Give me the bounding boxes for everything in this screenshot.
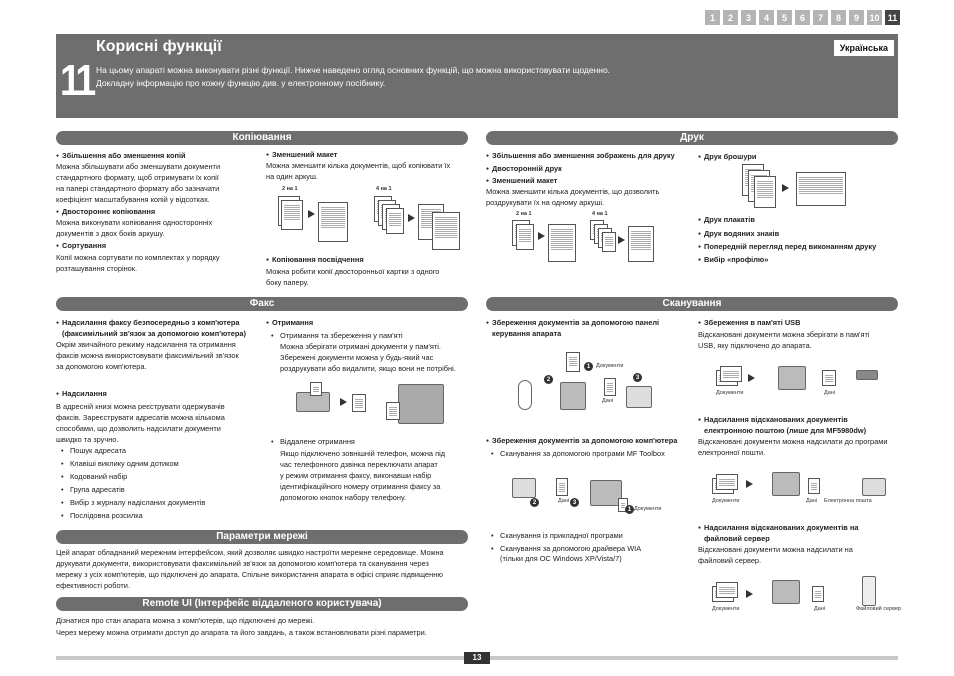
fax-pc-text: Окрім звичайного режиму надсилання та отримання факсів можна використовувати факсимільний зв'язок за допомогою комп'ютера. <box>56 340 239 371</box>
print-poster-heading: ● Друк плакатів <box>698 214 755 226</box>
copy-sort-text: Копії можна сортувати по комплектах у порядку розташування сторінок. <box>56 253 220 273</box>
language-label: Українська <box>834 40 894 56</box>
chapter-tab[interactable]: 9 <box>849 10 864 25</box>
page-number: 13 <box>464 652 490 664</box>
print-preview-heading: ● Попередній перегляд перед виконанням друку <box>698 241 876 253</box>
chapter-tab[interactable]: 3 <box>741 10 756 25</box>
remote-text-1: Дізнатися про стан апарата можна з комп'ютерів, що підключені до мережі. <box>56 616 315 625</box>
section-bar-fax: Факс <box>56 297 468 311</box>
scan-wia-sub: (тільки для ОС Windows XP/Vista/7) <box>500 554 622 563</box>
scan-email-text: Відскановані документи можна надсилати до програми електронної пошти. <box>698 437 888 457</box>
chapter-tabs <box>705 10 900 25</box>
scan-email-heading: ● Надсилання відсканованих документів <box>698 414 848 426</box>
fax-recv-item2-text: Якщо підключено зовнішній телефон, можна під час телефонного дзвінка переключати апарат у режим отримання факсу, виконавши набір ідентифікаційного номеру отримання факсу за допомогою кнопок набору телефону. <box>280 449 446 502</box>
scan-panel-heading: ● Збереження документів за допомогою панелі <box>486 317 659 329</box>
copy-nup-text: Можна зменшити кілька документів, щоб копіювати їх на один аркуш. <box>266 161 451 181</box>
print-profile-heading: ● Вибір «профілю» <box>698 254 768 266</box>
scan-app-item: • Сканування із прикладної програми <box>490 530 623 541</box>
copy-enlarge-text: Можна збільшувати або зменшувати документи стандартного формату, щоб отримувати їх копії на папері стандартного формату або зазначати коефіцієнт масштабування копій у відсотках. <box>56 162 221 204</box>
print-nup-2in1-label: 2 на 1 <box>516 211 532 217</box>
fax-recv-heading: ● Отримання <box>266 317 313 329</box>
copy-id-text: Можна робити копії двосторонньої картки з одного боку паперу. <box>266 267 440 287</box>
print-nup-heading: ● Зменшений макет <box>486 175 557 187</box>
copy-nup-heading: ● Зменшений макет <box>266 149 337 161</box>
scan-server-text: Відскановані документи можна надсилати на файловий сервер. <box>698 545 853 565</box>
print-nup-text: Можна зменшити кілька документів, що дозволить роздрукувати їх на одному аркуші. <box>486 187 660 207</box>
remote-text-2: Через мережу можна отримати доступ до апарата та його завдань, а також встановлювати різні параметри. <box>56 628 427 637</box>
fax-pc-heading: ● Надсилання факсу безпосередньо з комп'ютера <box>56 317 240 329</box>
section-bar-print: Друк <box>486 131 898 145</box>
copy-duplex-heading: ● Двостороннє копіювання <box>56 206 155 218</box>
chapter-tab-active[interactable]: 11 <box>885 10 900 25</box>
scan-pc-heading: ● Збереження документів за допомогою комп'ютера <box>486 435 677 447</box>
chapter-tab[interactable]: 7 <box>813 10 828 25</box>
fax-send-item: • Група адресатів <box>60 484 125 495</box>
chapter-tab[interactable]: 6 <box>795 10 810 25</box>
fax-send-text: В адресній книзі можна реєструвати одержувачів факсів. Зареєструвати адресатів можна кількома способами, що дозволить надсилати документи швидко та зручно. <box>56 402 225 444</box>
chapter-tab[interactable]: 1 <box>705 10 720 25</box>
fax-recv-item-text: Можна зберігати отримані документи у пам'яті. Збережені документи можна у будь-який час роздрукувати або видалити, якщо вони не потрібні. <box>280 342 456 373</box>
intro-text: На цьому апараті можна виконувати різні функції. Нижче наведено огляд основних функцій, що можна використовувати щоденно. Докладну інформацію про кожну функцію див. у електронному посібнику. <box>96 65 611 88</box>
copy-sort-heading: ● Сортування <box>56 240 106 252</box>
chapter-tab[interactable]: 2 <box>723 10 738 25</box>
fax-recv-item: • Віддалене отримання <box>270 436 355 447</box>
scan-usb-heading: ● Збереження в пам'яті USB <box>698 317 800 329</box>
section-bar-copy: Копіювання <box>56 131 468 145</box>
chapter-tab[interactable]: 5 <box>777 10 792 25</box>
nup-2in1-label: 2 на 1 <box>282 186 298 192</box>
nup-4in1-label: 4 на 1 <box>376 186 392 192</box>
fax-send-item: • Пошук адресата <box>60 445 126 456</box>
fax-send-item: • Клавіші виклику одним дотиком <box>60 458 179 469</box>
print-booklet-heading: ● Друк брошури <box>698 151 756 163</box>
copy-enlarge-heading: ● Збільшення або зменшення копій <box>56 150 186 162</box>
scan-email-heading-2: електронною поштою (лише для MF5980dw) <box>704 426 867 435</box>
chapter-tab[interactable]: 4 <box>759 10 774 25</box>
scan-wia-item: • Сканування за допомогою драйвера WIA <box>490 543 641 554</box>
chapter-tab[interactable]: 10 <box>867 10 882 25</box>
scan-panel-heading-2: керування апарата <box>492 329 562 338</box>
fax-pc-heading-2: (факсимільний зв'язок за допомогою комп'ютера) <box>62 329 246 338</box>
print-watermark-heading: ● Друк водяних знаків <box>698 228 779 240</box>
fax-send-item: • Кодований набір <box>60 471 127 482</box>
scan-usb-text: Відскановані документи можна зберігати в пам'яті USB, яку підключено до апарата. <box>698 330 870 350</box>
fax-recv-item: • Отримання та збереження у пам'яті <box>270 330 403 341</box>
copy-id-heading: ● Копіювання посвідчення <box>266 254 364 266</box>
fax-send-item: • Послідовна розсилка <box>60 510 143 521</box>
section-bar-scan: Сканування <box>486 297 898 311</box>
section-bar-remote-ui: Remote UI (Інтерфейс віддаленого користувача) <box>56 597 468 611</box>
section-bar-network: Параметри мережі <box>56 530 468 544</box>
chapter-header <box>56 34 898 118</box>
scan-server-heading: ● Надсилання відсканованих документів на <box>698 522 858 534</box>
print-enlarge-heading: ● Збільшення або зменшення зображень для друку <box>486 150 675 162</box>
chapter-number: 11 <box>60 56 93 105</box>
fax-send-heading: ● Надсилання <box>56 388 107 400</box>
chapter-tab[interactable]: 8 <box>831 10 846 25</box>
copy-duplex-text: Можна виконувати копіювання односторонніх документів з двох боків аркушу. <box>56 218 213 238</box>
fax-send-item: • Вибір з журналу надісланих документів <box>60 497 205 508</box>
scan-server-heading-2: файловий сервер <box>704 534 770 543</box>
page-title: Корисні функції <box>96 38 222 55</box>
network-text: Цей апарат обладнаний мережним інтерфейсом, який дозволяє швидко настроїти мережне середовище. Можна друкувати документи, використовувати факсимільний зв'язок за допомогою комп'ютера та сканування через мережу з усіх комп'ютерів, що підключені до апарата. Спільне використання апарата в офісі сприяє підвищенню ефективності роботи. <box>56 548 444 590</box>
print-nup-4in1-label: 4 на 1 <box>592 211 608 217</box>
print-duplex-heading: ● Двосторонній друк <box>486 163 562 175</box>
scan-pc-item: • Сканування за допомогою програми MF Toolbox <box>490 448 665 459</box>
